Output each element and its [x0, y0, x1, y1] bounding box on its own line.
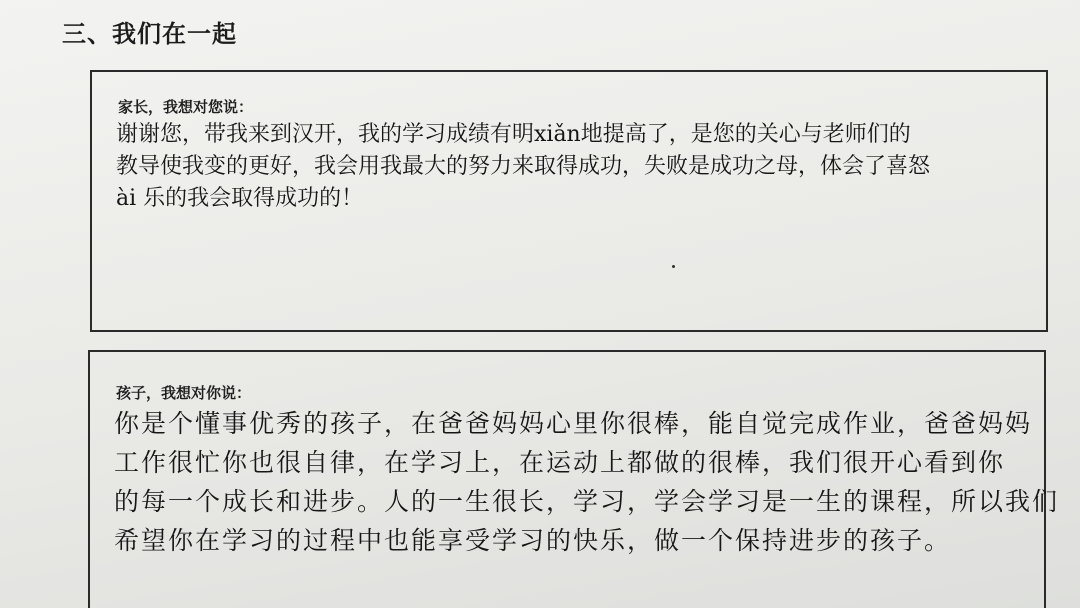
handwritten-line: ài 乐的我会取得成功的！ — [116, 186, 364, 211]
handwritten-line: 工作很忙你也很自律，在学习上，在运动上都做的很棒，我们很开心看到你 — [114, 448, 1006, 477]
handwritten-line: 谢谢您，带我来到汉开，我的学习成绩有明xiǎn地提高了，是您的关心与老师们的 — [116, 122, 911, 147]
section-title: 三、我们在一起 — [62, 20, 237, 48]
parent-message-label: 家长，我想对您说： — [118, 98, 254, 116]
handwritten-line: 你是个懂事优秀的孩子，在爸爸妈妈心里你很棒，能自觉完成作业，爸爸妈妈 — [114, 409, 1033, 438]
handwritten-line: 希望你在学习的过程中也能享受学习的快乐，做一个保持进步的孩子。 — [114, 526, 952, 555]
handwritten-line: 的每一个成长和进步。人的一生很长，学习，学会学习是一生的课程，所以我们 — [114, 487, 1060, 516]
pen-dot — [672, 265, 675, 268]
parent-message-text — [116, 119, 930, 215]
child-message-label: 孩子，我想对你说： — [116, 384, 252, 402]
child-message-box — [88, 350, 1060, 608]
handwritten-line: 教导使我变的更好，我会用我最大的努力来取得成功，失败是成功之母，体会了喜怒 — [116, 154, 931, 179]
child-message-text — [114, 404, 1059, 560]
parent-message-box — [90, 70, 1048, 332]
